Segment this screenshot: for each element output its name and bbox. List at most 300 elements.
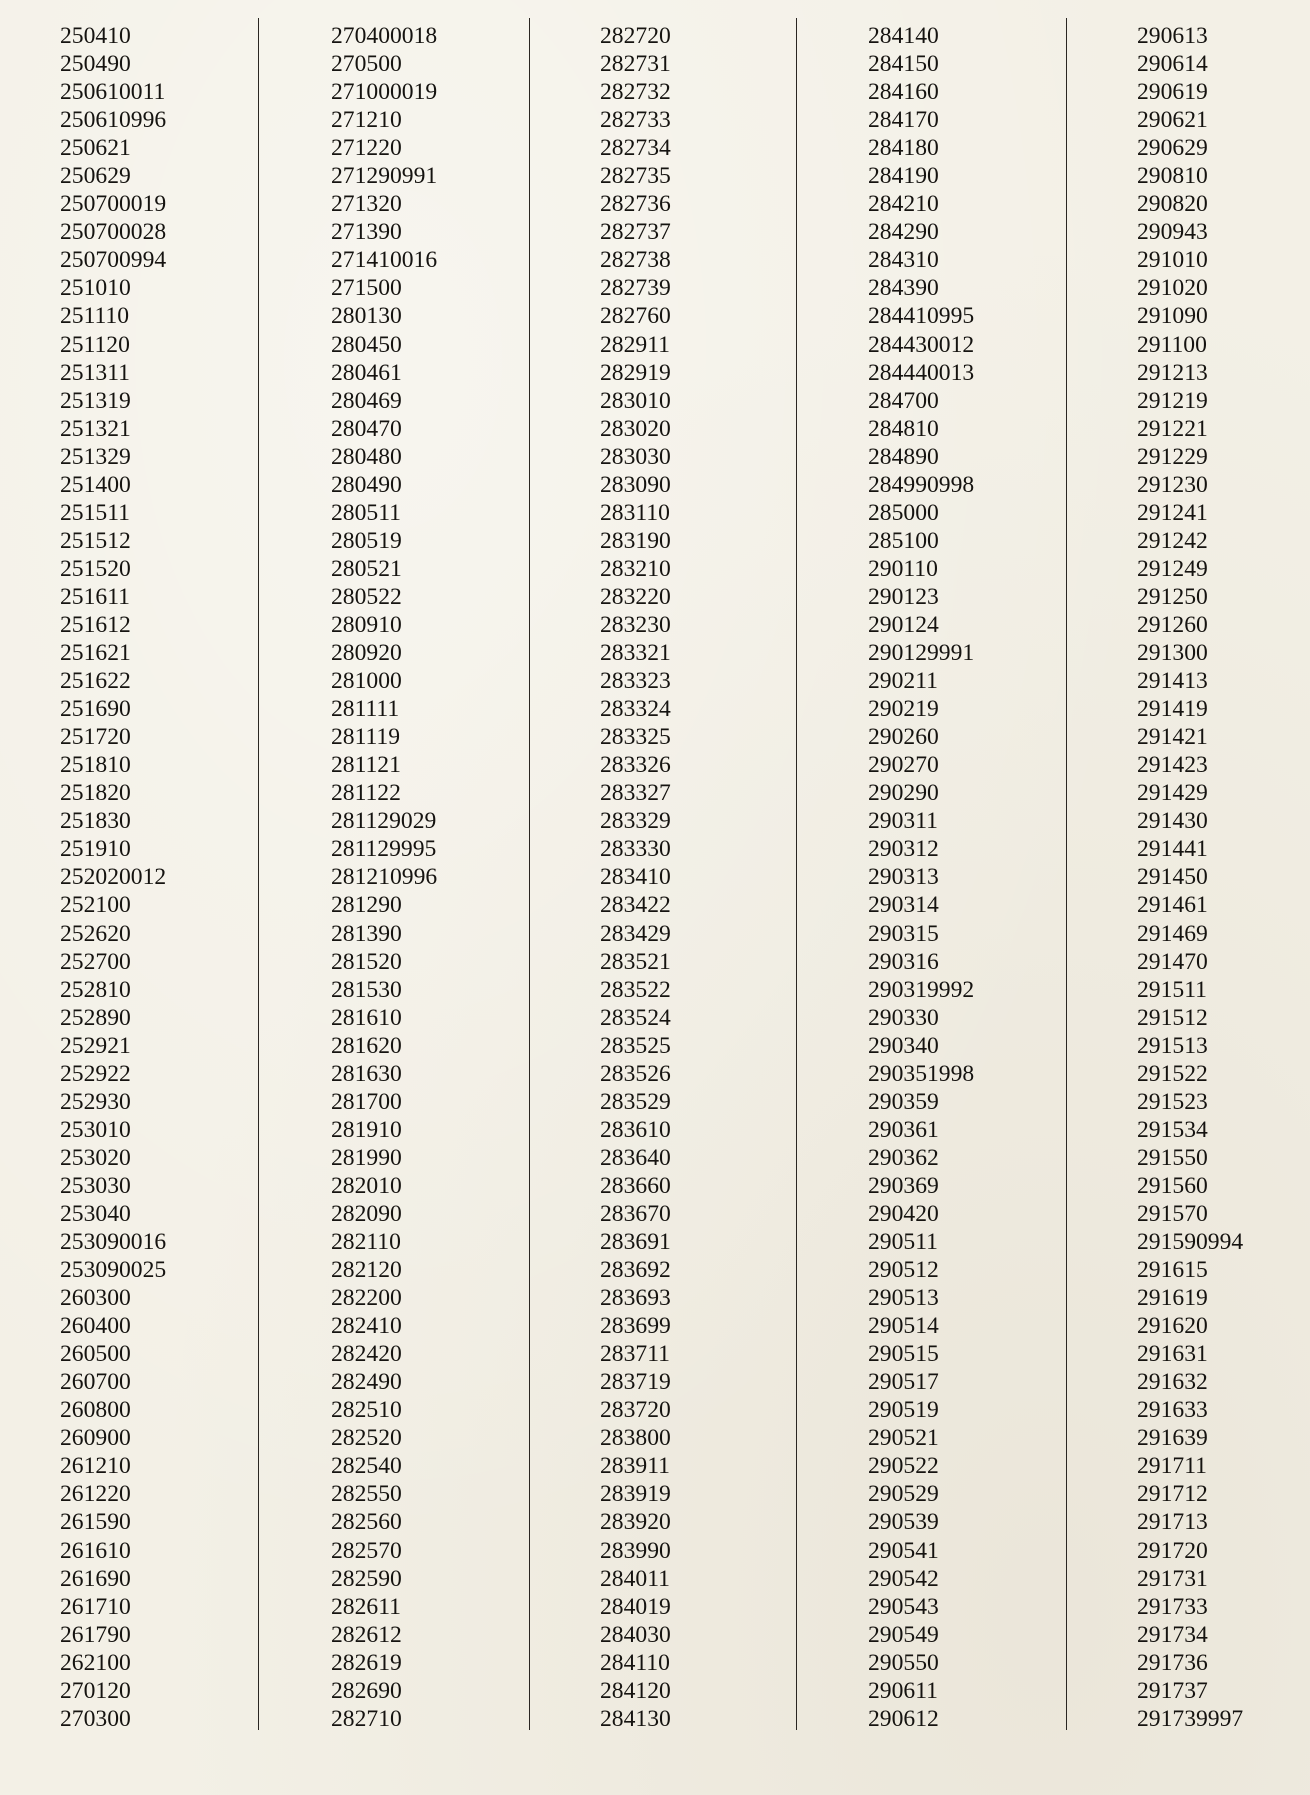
code-entry: 291711 bbox=[1137, 1453, 1207, 1480]
code-entry: 281129995 bbox=[331, 836, 437, 863]
code-entry: 281119 bbox=[331, 724, 401, 751]
code-entry: 282720 bbox=[600, 23, 671, 49]
code-entry: 290511 bbox=[868, 1229, 938, 1256]
code-entry: 291534 bbox=[1137, 1116, 1208, 1143]
code-entry: 251110 bbox=[60, 303, 130, 330]
code-entry: 251820 bbox=[60, 780, 131, 807]
code-entry: 291737 bbox=[1137, 1677, 1208, 1704]
code-entry: 281210996 bbox=[331, 864, 438, 891]
code-entry: 290514 bbox=[868, 1313, 939, 1340]
code-entry: 282737 bbox=[600, 219, 671, 246]
code-entry: 251611 bbox=[60, 583, 130, 610]
code-entry: 283526 bbox=[600, 1060, 671, 1087]
code-entry: 283020 bbox=[600, 415, 671, 442]
code-entry: 290315 bbox=[868, 920, 939, 947]
code-entry: 282733 bbox=[600, 107, 671, 134]
code-entry: 284700 bbox=[868, 387, 939, 414]
code-entry: 280461 bbox=[331, 359, 402, 386]
code-entry: 291242 bbox=[1137, 527, 1208, 554]
code-entry: 281990 bbox=[331, 1144, 402, 1171]
code-entry: 250621 bbox=[60, 135, 131, 162]
code-entry: 271210 bbox=[331, 107, 402, 134]
code-entry: 282736 bbox=[600, 191, 671, 218]
code-entry: 281910 bbox=[331, 1116, 402, 1143]
code-entry: 290123 bbox=[868, 583, 939, 610]
code-entry: 283220 bbox=[600, 583, 671, 610]
code-entry: 291429 bbox=[1137, 780, 1208, 807]
code-entry: 283325 bbox=[600, 724, 671, 751]
code-column-1 bbox=[60, 22, 166, 1733]
code-entry: 291550 bbox=[1137, 1144, 1208, 1171]
code-entry: 253020 bbox=[60, 1144, 131, 1171]
code-entry: 260700 bbox=[60, 1369, 131, 1396]
code-entry: 271390 bbox=[331, 219, 402, 246]
code-entry: 291213 bbox=[1137, 359, 1208, 386]
code-entry: 290369 bbox=[868, 1172, 939, 1199]
code-entry: 291736 bbox=[1137, 1649, 1208, 1676]
code-entry: 282520 bbox=[331, 1425, 402, 1452]
code-entry: 281121 bbox=[331, 752, 401, 779]
code-entry: 280469 bbox=[331, 387, 402, 414]
code-entry: 291712 bbox=[1137, 1481, 1208, 1508]
code-entry: 250700994 bbox=[60, 247, 167, 274]
code-entry: 250610996 bbox=[60, 107, 167, 134]
code-column-3 bbox=[600, 22, 671, 1733]
code-entry: 261790 bbox=[60, 1621, 131, 1648]
code-entry: 291260 bbox=[1137, 611, 1208, 638]
code-entry: 251910 bbox=[60, 836, 131, 863]
code-entry: 283525 bbox=[600, 1032, 671, 1059]
code-entry: 281700 bbox=[331, 1088, 402, 1115]
code-entry: 280519 bbox=[331, 527, 402, 554]
code-entry: 284290 bbox=[868, 219, 939, 246]
code-entry: 291620 bbox=[1137, 1313, 1208, 1340]
code-entry: 290613 bbox=[1137, 23, 1208, 49]
code-entry: 290612 bbox=[868, 1705, 939, 1732]
code-entry: 284019 bbox=[600, 1593, 671, 1620]
code-entry: 282735 bbox=[600, 163, 671, 190]
code-entry: 290621 bbox=[1137, 107, 1208, 134]
code-entry: 262100 bbox=[60, 1649, 131, 1676]
code-entry: 291430 bbox=[1137, 808, 1208, 835]
code-entry: 283429 bbox=[600, 920, 671, 947]
code-entry: 251120 bbox=[60, 331, 130, 358]
code-entry: 290330 bbox=[868, 1004, 939, 1031]
code-entry: 284180 bbox=[868, 135, 939, 162]
code-entry: 283090 bbox=[600, 471, 671, 498]
code-entry: 290515 bbox=[868, 1341, 939, 1368]
code-column-2 bbox=[331, 22, 437, 1733]
code-entry: 251329 bbox=[60, 443, 131, 470]
code-entry: 283230 bbox=[600, 611, 671, 638]
code-entry: 282410 bbox=[331, 1313, 402, 1340]
code-entry: 271220 bbox=[331, 135, 402, 162]
code-entry: 284130 bbox=[600, 1705, 671, 1732]
code-entry: 291560 bbox=[1137, 1172, 1208, 1199]
column-divider bbox=[258, 18, 259, 1730]
code-entry: 291639 bbox=[1137, 1425, 1208, 1452]
code-entry: 290543 bbox=[868, 1593, 939, 1620]
code-entry: 283719 bbox=[600, 1369, 671, 1396]
code-entry: 284430012 bbox=[868, 331, 975, 358]
code-entry: 285100 bbox=[868, 527, 939, 554]
code-entry: 253090025 bbox=[60, 1257, 167, 1284]
code-entry: 290420 bbox=[868, 1200, 939, 1227]
code-entry: 290219 bbox=[868, 696, 939, 723]
code-entry: 291713 bbox=[1137, 1509, 1208, 1536]
code-entry: 290611 bbox=[868, 1677, 938, 1704]
code-entry: 291419 bbox=[1137, 696, 1208, 723]
code-entry: 284150 bbox=[868, 51, 939, 78]
code-entry: 260800 bbox=[60, 1397, 131, 1424]
code-entry: 284160 bbox=[868, 79, 939, 106]
code-entry: 290362 bbox=[868, 1144, 939, 1171]
code-entry: 271000019 bbox=[331, 79, 438, 106]
code-entry: 253010 bbox=[60, 1116, 131, 1143]
code-entry: 251690 bbox=[60, 696, 131, 723]
code-entry: 290270 bbox=[868, 752, 939, 779]
code-entry: 284140 bbox=[868, 23, 939, 49]
code-entry: 290521 bbox=[868, 1425, 939, 1452]
code-entry: 290124 bbox=[868, 611, 939, 638]
code-entry: 282911 bbox=[600, 331, 670, 358]
code-entry: 282710 bbox=[331, 1705, 402, 1732]
code-entry: 282120 bbox=[331, 1257, 402, 1284]
code-entry: 291632 bbox=[1137, 1369, 1208, 1396]
code-entry: 291513 bbox=[1137, 1032, 1208, 1059]
code-entry: 283324 bbox=[600, 696, 671, 723]
code-entry: 261710 bbox=[60, 1593, 131, 1620]
code-entry: 282760 bbox=[600, 303, 671, 330]
code-entry: 291423 bbox=[1137, 752, 1208, 779]
code-entry: 283329 bbox=[600, 808, 671, 835]
code-entry: 280920 bbox=[331, 640, 402, 667]
code-entry: 251520 bbox=[60, 555, 131, 582]
code-entry: 291020 bbox=[1137, 275, 1208, 302]
code-entry: 283210 bbox=[600, 555, 671, 582]
code-entry: 283521 bbox=[600, 948, 671, 975]
code-entry: 291441 bbox=[1137, 836, 1208, 863]
code-entry: 280910 bbox=[331, 611, 402, 638]
code-entry: 282490 bbox=[331, 1369, 402, 1396]
code-entry: 283422 bbox=[600, 892, 671, 919]
code-entry: 290943 bbox=[1137, 219, 1208, 246]
code-entry: 291523 bbox=[1137, 1088, 1208, 1115]
code-column-4 bbox=[868, 22, 974, 1733]
code-entry: 282110 bbox=[331, 1229, 401, 1256]
code-entry: 251622 bbox=[60, 668, 131, 695]
code-entry: 283693 bbox=[600, 1285, 671, 1312]
code-entry: 290359 bbox=[868, 1088, 939, 1115]
code-entry: 283660 bbox=[600, 1172, 671, 1199]
code-entry: 284440013 bbox=[868, 359, 975, 386]
code-entry: 291469 bbox=[1137, 920, 1208, 947]
code-entry: 250610011 bbox=[60, 79, 166, 106]
code-entry: 291512 bbox=[1137, 1004, 1208, 1031]
code-entry: 284170 bbox=[868, 107, 939, 134]
code-entry: 283919 bbox=[600, 1481, 671, 1508]
code-entry: 283190 bbox=[600, 527, 671, 554]
code-entry: 291615 bbox=[1137, 1257, 1208, 1284]
code-entry: 290549 bbox=[868, 1621, 939, 1648]
code-entry: 290542 bbox=[868, 1565, 939, 1592]
code-entry: 284810 bbox=[868, 415, 939, 442]
code-entry: 291461 bbox=[1137, 892, 1208, 919]
code-entry: 281520 bbox=[331, 948, 402, 975]
code-entry: 290313 bbox=[868, 864, 939, 891]
code-entry: 284190 bbox=[868, 163, 939, 190]
code-entry: 260300 bbox=[60, 1285, 131, 1312]
code-entry: 281111 bbox=[331, 696, 400, 723]
code-entry: 283990 bbox=[600, 1537, 671, 1564]
code-entry: 283327 bbox=[600, 780, 671, 807]
code-entry: 261590 bbox=[60, 1509, 131, 1536]
code-entry: 284390 bbox=[868, 275, 939, 302]
code-entry: 261610 bbox=[60, 1537, 131, 1564]
code-entry: 260900 bbox=[60, 1425, 131, 1452]
code-entry: 291100 bbox=[1137, 331, 1207, 358]
code-entry: 282738 bbox=[600, 247, 671, 274]
code-entry: 291511 bbox=[1137, 976, 1207, 1003]
code-entry: 283911 bbox=[600, 1453, 670, 1480]
code-entry: 291731 bbox=[1137, 1565, 1208, 1592]
code-entry: 283030 bbox=[600, 443, 671, 470]
code-entry: 251621 bbox=[60, 640, 131, 667]
code-entry: 281620 bbox=[331, 1032, 402, 1059]
code-entry: 290820 bbox=[1137, 191, 1208, 218]
code-entry: 291010 bbox=[1137, 247, 1208, 274]
code-entry: 283110 bbox=[600, 499, 670, 526]
code-entry: 252810 bbox=[60, 976, 131, 1003]
code-entry: 290810 bbox=[1137, 163, 1208, 190]
code-entry: 260400 bbox=[60, 1313, 131, 1340]
code-entry: 291421 bbox=[1137, 724, 1208, 751]
code-entry: 252020012 bbox=[60, 864, 167, 891]
code-entry: 283699 bbox=[600, 1313, 671, 1340]
code-entry: 291241 bbox=[1137, 499, 1208, 526]
code-entry: 283920 bbox=[600, 1509, 671, 1536]
code-entry: 284011 bbox=[600, 1565, 670, 1592]
code-entry: 290129991 bbox=[868, 640, 975, 667]
code-entry: 284030 bbox=[600, 1621, 671, 1648]
code-entry: 250410 bbox=[60, 23, 131, 49]
code-entry: 251720 bbox=[60, 724, 131, 751]
code-entry: 283410 bbox=[600, 864, 671, 891]
code-entry: 283610 bbox=[600, 1116, 671, 1143]
code-entry: 291590994 bbox=[1137, 1229, 1244, 1256]
code-entry: 282611 bbox=[331, 1593, 401, 1620]
code-entry: 261690 bbox=[60, 1565, 131, 1592]
code-entry: 290529 bbox=[868, 1481, 939, 1508]
code-entry: 253090016 bbox=[60, 1229, 167, 1256]
code-entry: 282540 bbox=[331, 1453, 402, 1480]
code-entry: 283640 bbox=[600, 1144, 671, 1171]
code-column-5 bbox=[1137, 22, 1243, 1733]
code-entry: 252922 bbox=[60, 1060, 131, 1087]
code-entry: 290260 bbox=[868, 724, 939, 751]
code-entry: 250490 bbox=[60, 51, 131, 78]
code-entry: 251830 bbox=[60, 808, 131, 835]
code-entry: 283326 bbox=[600, 752, 671, 779]
code-entry: 291221 bbox=[1137, 415, 1208, 442]
code-entry: 251810 bbox=[60, 752, 131, 779]
code-entry: 281630 bbox=[331, 1060, 402, 1087]
code-entry: 282612 bbox=[331, 1621, 402, 1648]
code-entry: 282550 bbox=[331, 1481, 402, 1508]
code-entry: 281610 bbox=[331, 1004, 402, 1031]
code-entry: 283321 bbox=[600, 640, 671, 667]
code-entry: 251612 bbox=[60, 611, 131, 638]
code-entry: 290512 bbox=[868, 1257, 939, 1284]
code-entry: 282090 bbox=[331, 1200, 402, 1227]
code-entry: 290351998 bbox=[868, 1060, 975, 1087]
code-entry: 252100 bbox=[60, 892, 131, 919]
code-entry: 290522 bbox=[868, 1453, 939, 1480]
code-entry: 290614 bbox=[1137, 51, 1208, 78]
code-entry: 291219 bbox=[1137, 387, 1208, 414]
code-entry: 283330 bbox=[600, 836, 671, 863]
code-entry: 252890 bbox=[60, 1004, 131, 1031]
code-entry: 290340 bbox=[868, 1032, 939, 1059]
code-entry: 290211 bbox=[868, 668, 938, 695]
code-entry: 270400018 bbox=[331, 23, 438, 49]
code-entry: 284990998 bbox=[868, 471, 975, 498]
code-entry: 290319992 bbox=[868, 976, 975, 1003]
code-entry: 291733 bbox=[1137, 1593, 1208, 1620]
code-entry: 283720 bbox=[600, 1397, 671, 1424]
code-entry: 250700019 bbox=[60, 191, 167, 218]
code-entry: 284110 bbox=[600, 1649, 670, 1676]
code-entry: 291720 bbox=[1137, 1537, 1208, 1564]
code-entry: 291619 bbox=[1137, 1285, 1208, 1312]
code-entry: 271410016 bbox=[331, 247, 438, 274]
code-entry: 281530 bbox=[331, 976, 402, 1003]
code-entry: 291300 bbox=[1137, 640, 1208, 667]
code-entry: 251311 bbox=[60, 359, 130, 386]
code-entry: 280522 bbox=[331, 583, 402, 610]
code-entry: 290110 bbox=[868, 555, 938, 582]
code-entry: 281390 bbox=[331, 920, 402, 947]
code-entry: 290539 bbox=[868, 1509, 939, 1536]
code-entry: 284120 bbox=[600, 1677, 671, 1704]
code-entry: 250629 bbox=[60, 163, 131, 190]
code-entry: 291229 bbox=[1137, 443, 1208, 470]
code-entry: 251319 bbox=[60, 387, 131, 414]
column-divider bbox=[1066, 18, 1067, 1730]
code-entry: 261210 bbox=[60, 1453, 131, 1480]
code-entry: 284410995 bbox=[868, 303, 975, 330]
code-entry: 291631 bbox=[1137, 1341, 1208, 1368]
code-entry: 290361 bbox=[868, 1116, 939, 1143]
code-entry: 290541 bbox=[868, 1537, 939, 1564]
code-entry: 280470 bbox=[331, 415, 402, 442]
code-entry: 251010 bbox=[60, 275, 131, 302]
code-entry: 282560 bbox=[331, 1509, 402, 1536]
code-entry: 282570 bbox=[331, 1537, 402, 1564]
code-entry: 261220 bbox=[60, 1481, 131, 1508]
code-entry: 282200 bbox=[331, 1285, 402, 1312]
code-entry: 290629 bbox=[1137, 135, 1208, 162]
code-entry: 290517 bbox=[868, 1369, 939, 1396]
code-entry: 282590 bbox=[331, 1565, 402, 1592]
code-entry: 271320 bbox=[331, 191, 402, 218]
code-entry: 291413 bbox=[1137, 668, 1208, 695]
code-entry: 280521 bbox=[331, 555, 402, 582]
code-entry: 282732 bbox=[600, 79, 671, 106]
code-entry: 290311 bbox=[868, 808, 938, 835]
code-entry: 253030 bbox=[60, 1172, 131, 1199]
code-entry: 282731 bbox=[600, 51, 671, 78]
code-entry: 284890 bbox=[868, 443, 939, 470]
code-entry: 290316 bbox=[868, 948, 939, 975]
code-entry: 282010 bbox=[331, 1172, 402, 1199]
code-entry: 280130 bbox=[331, 303, 402, 330]
code-entry: 270500 bbox=[331, 51, 402, 78]
code-entry: 282739 bbox=[600, 275, 671, 302]
code-entry: 291633 bbox=[1137, 1397, 1208, 1424]
code-entry: 271500 bbox=[331, 275, 402, 302]
code-entry: 291090 bbox=[1137, 303, 1208, 330]
code-entry: 280450 bbox=[331, 331, 402, 358]
code-entry: 252620 bbox=[60, 920, 131, 947]
code-entry: 283529 bbox=[600, 1088, 671, 1115]
code-entry: 290519 bbox=[868, 1397, 939, 1424]
code-entry: 291739997 bbox=[1137, 1705, 1244, 1732]
code-entry: 282619 bbox=[331, 1649, 402, 1676]
code-entry: 281290 bbox=[331, 892, 402, 919]
code-entry: 291522 bbox=[1137, 1060, 1208, 1087]
code-entry: 280511 bbox=[331, 499, 401, 526]
code-entry: 252921 bbox=[60, 1032, 131, 1059]
code-entry: 283010 bbox=[600, 387, 671, 414]
code-entry: 291470 bbox=[1137, 948, 1208, 975]
code-entry: 251511 bbox=[60, 499, 130, 526]
code-entry: 283691 bbox=[600, 1229, 671, 1256]
code-entry: 290312 bbox=[868, 836, 939, 863]
code-entry: 282690 bbox=[331, 1677, 402, 1704]
code-entry: 283692 bbox=[600, 1257, 671, 1284]
code-entry: 280480 bbox=[331, 443, 402, 470]
code-entry: 284210 bbox=[868, 191, 939, 218]
code-entry: 252700 bbox=[60, 948, 131, 975]
code-entry: 291450 bbox=[1137, 864, 1208, 891]
code-entry: 271290991 bbox=[331, 163, 438, 190]
code-entry: 250700028 bbox=[60, 219, 167, 246]
code-entry: 253040 bbox=[60, 1200, 131, 1227]
code-entry: 270300 bbox=[60, 1705, 131, 1732]
code-entry: 283522 bbox=[600, 976, 671, 1003]
code-entry: 281122 bbox=[331, 780, 401, 807]
code-entry: 291230 bbox=[1137, 471, 1208, 498]
code-entry: 291734 bbox=[1137, 1621, 1208, 1648]
code-entry: 284310 bbox=[868, 247, 939, 274]
code-entry: 283323 bbox=[600, 668, 671, 695]
code-entry: 251400 bbox=[60, 471, 131, 498]
code-entry: 251512 bbox=[60, 527, 131, 554]
code-entry: 291249 bbox=[1137, 555, 1208, 582]
code-entry: 280490 bbox=[331, 471, 402, 498]
code-entry: 290550 bbox=[868, 1649, 939, 1676]
code-entry: 282420 bbox=[331, 1341, 402, 1368]
column-divider bbox=[529, 18, 530, 1730]
code-entry: 270120 bbox=[60, 1677, 131, 1704]
code-entry: 283670 bbox=[600, 1200, 671, 1227]
code-entry: 290513 bbox=[868, 1285, 939, 1312]
code-entry: 282510 bbox=[331, 1397, 402, 1424]
code-entry: 291250 bbox=[1137, 583, 1208, 610]
code-entry: 251321 bbox=[60, 415, 131, 442]
code-entry: 282919 bbox=[600, 359, 671, 386]
